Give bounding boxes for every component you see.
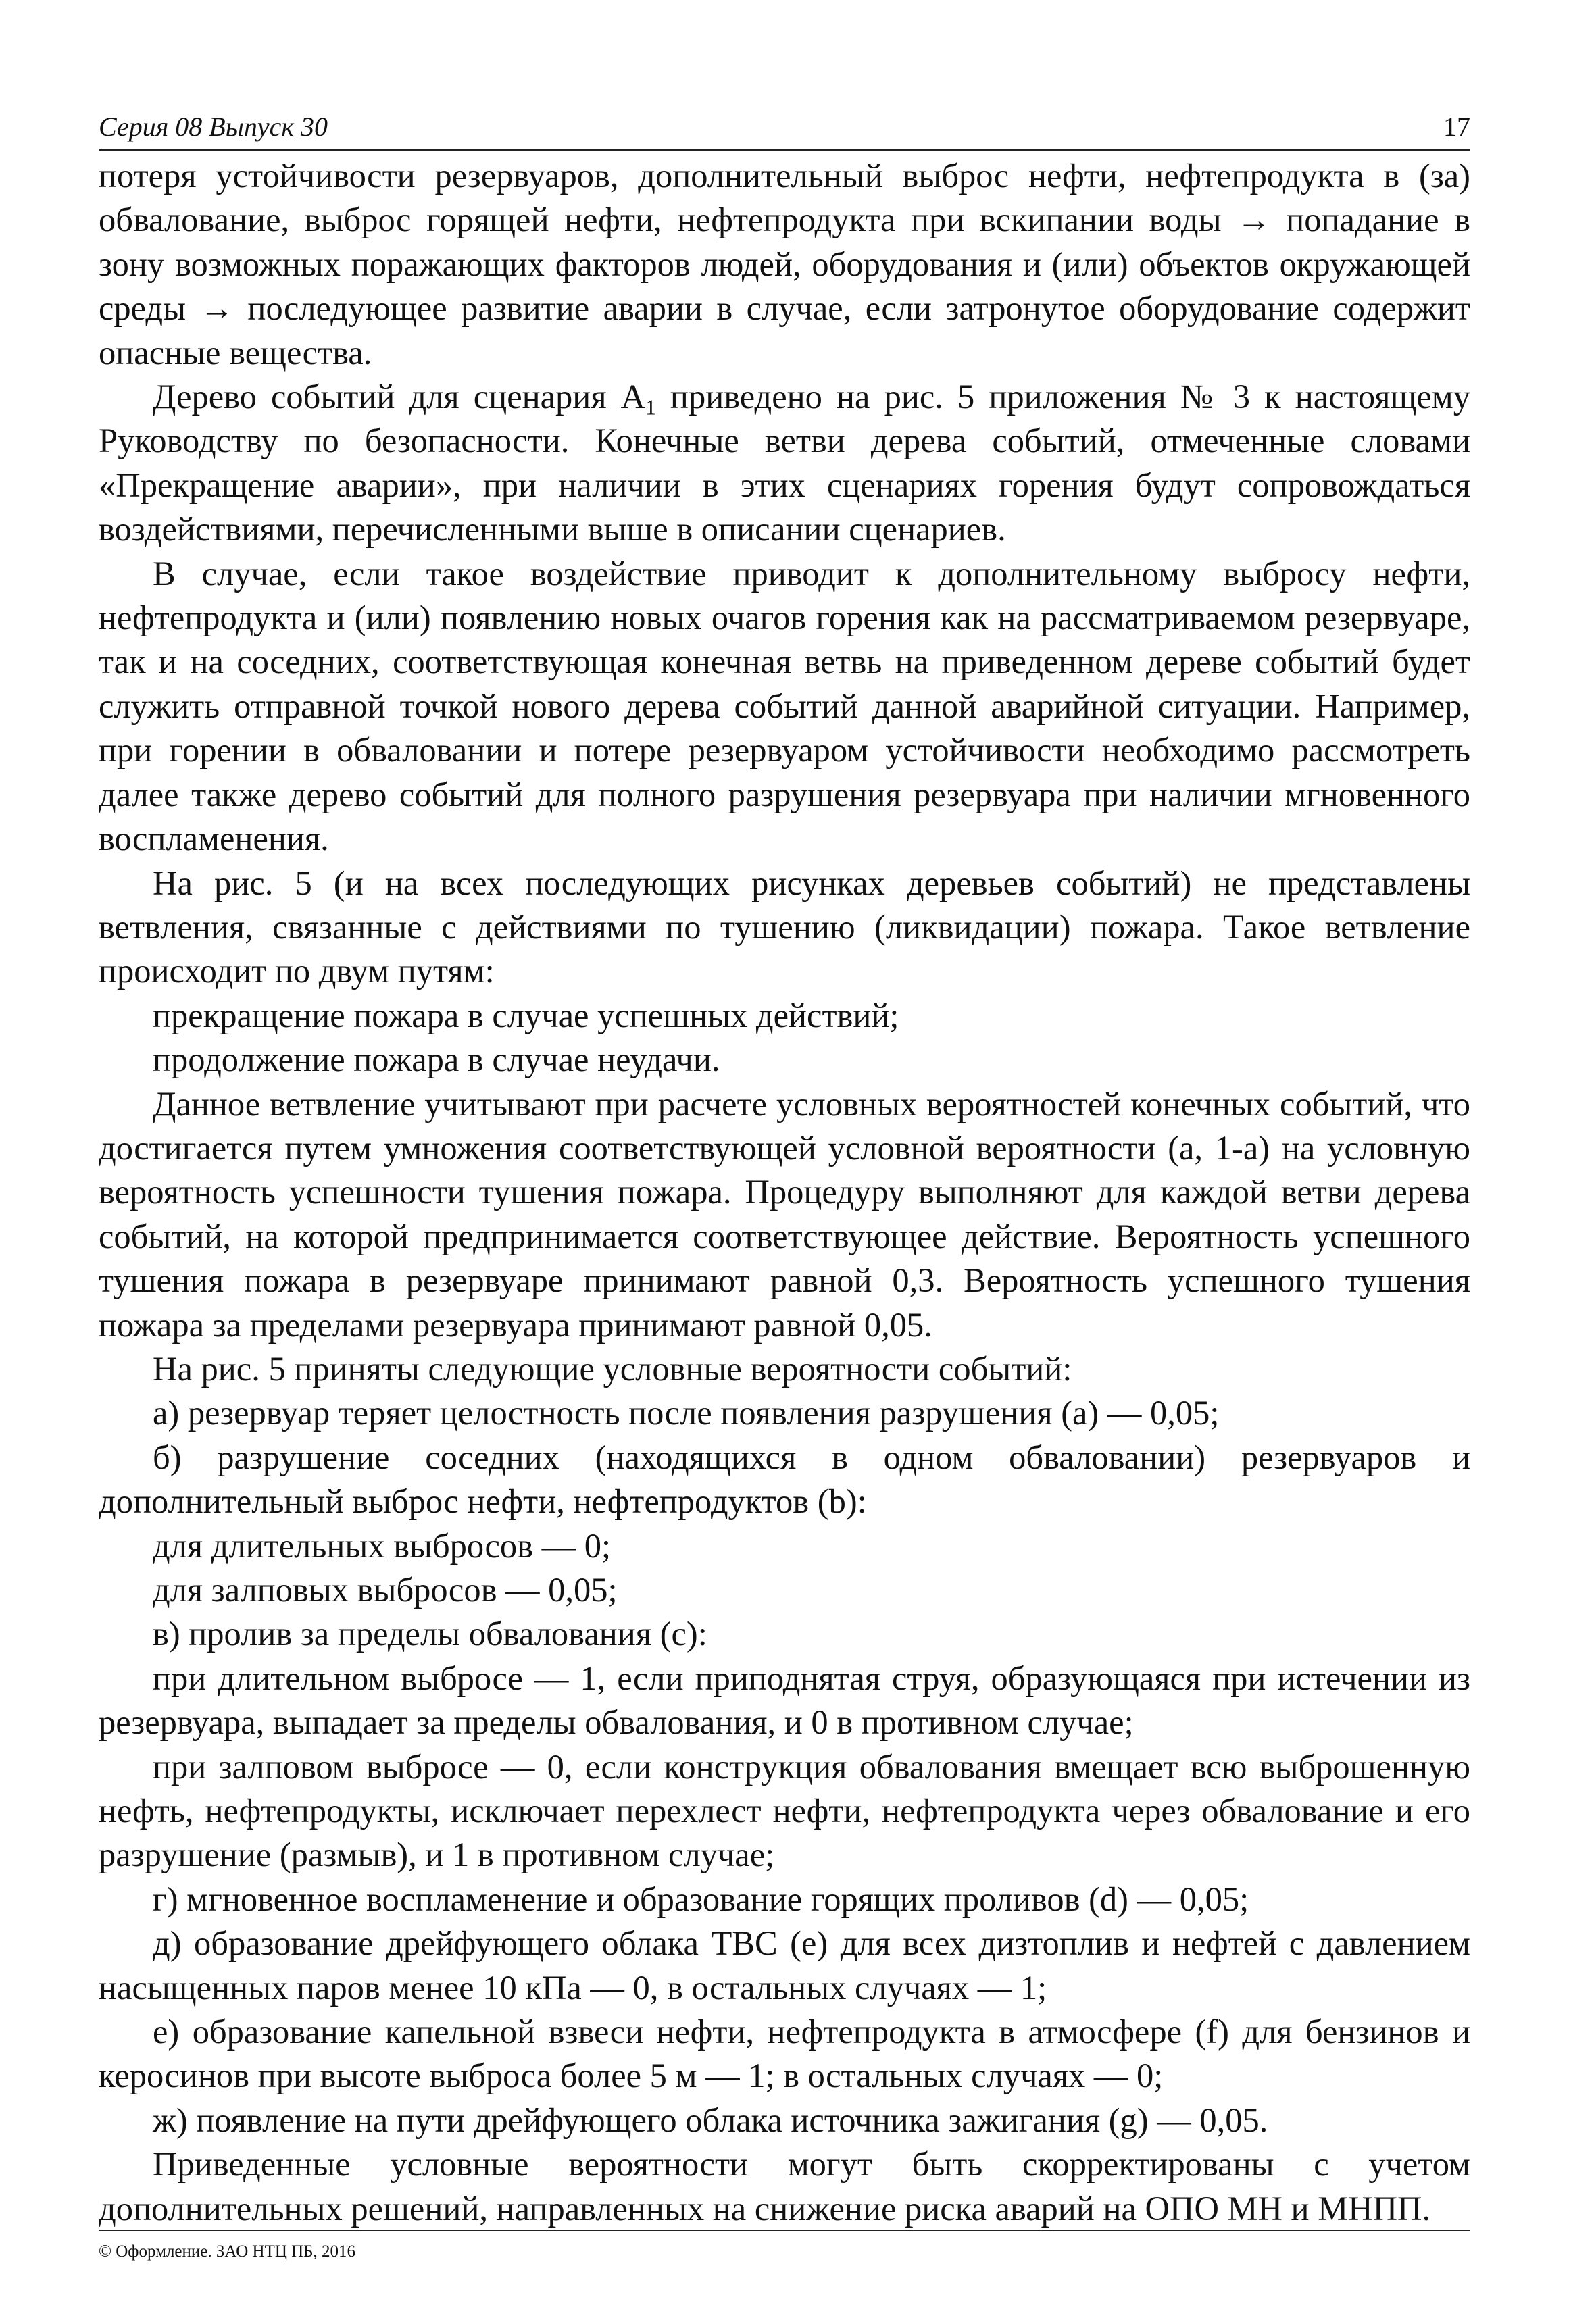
subscript: 1: [645, 395, 656, 420]
copyright-footer: © Оформление. ЗАО НТЦ ПБ, 2016: [99, 2242, 356, 2261]
paragraph: прекращение пожара в случае успешных действий;: [153, 996, 899, 1034]
paragraph: а) резервуар теряет целостность после появления разрушения (a) — 0,05;: [153, 1394, 1220, 1432]
header-rule: [99, 149, 1470, 151]
paragraph: в) пролив за пределы обвалования (c):: [153, 1615, 707, 1653]
page-header: [99, 108, 1470, 147]
paragraph: для залповых выбросов — 0,05;: [153, 1571, 618, 1609]
paragraph: ж) появление на пути дрейфующего облака источника зажигания (g) — 0,05.: [153, 2101, 1268, 2139]
body-text: [99, 154, 1470, 2231]
paragraph: при залповом выбросе — 0, если конструкция обвалования вмещает всю выброшенную нефть, нефтепродукты, исключает перехлест нефти, нефтепродукта через обвалование и его разрушение (размыв), и 1 в противном случае;: [99, 1747, 1470, 1874]
paragraph: [99, 375, 1470, 552]
paragraph-text: приведено на рис. 5 приложения № 3 к настоящему Руководству по безопасности. Конечные ветви дерева событий, отмеченные словами «Прекращение аварии», при наличии в этих сценариях горения будут сопровождаться воздействиями, перечисленными выше в описании сценариев.: [99, 378, 1470, 549]
paragraph: д) образование дрейфующего облака ТВС (e) для всех дизтоплив и нефтей с давлением насыщенных паров менее 10 кПа — 0, в остальных случаях — 1;: [99, 1924, 1470, 2007]
paragraph: Данное ветвление учитывают при расчете условных вероятностей конечных событий, что достигается путем умножения соответствующей условной вероятности (a, 1-a) на условную вероятность успешности тушения пожара. Процедуру выполняют для каждой ветви дерева событий, на которой предпринимается соответствующее действие. Вероятность успешного тушения пожара в резервуаре принимают равной 0,3. Вероятность успешного тушения пожара за пределами резервуара принимают равной 0,05.: [99, 1084, 1470, 1344]
paragraph: при длительном выбросе — 1, если приподнятая струя, образующаяся при истечении из резервуара, выпадает за пределы обвалования, и 0 в противном случае;: [99, 1659, 1470, 1742]
paragraph: е) образование капельной взвеси нефти, нефтепродукта в атмосфере (f) для бензинов и керосинов при высоте выброса более 5 м — 1; в остальных случаях — 0;: [99, 2013, 1470, 2095]
paragraph: для длительных выбросов — 0;: [153, 1526, 611, 1565]
paragraph: б) разрушение соседних (находящихся в одном обваловании) резервуаров и дополнительный выброс нефти, нефтепродуктов (b):: [99, 1438, 1470, 1521]
paragraph: На рис. 5 приняты следующие условные вероятности событий:: [153, 1349, 1072, 1388]
page-number: 17: [1443, 111, 1470, 142]
footer-rule: [99, 2230, 1470, 2231]
paragraph: потеря устойчивости резервуаров, дополнительный выброс нефти, нефтепродукта в (за) обвалование, выброс горящей нефти, нефтепродукта при вскипании воды → попадание в зону возможных поражающих факторов людей, оборудования и (или) объектов окружающей среды → последующее развитие аварии в случае, если затронутое оборудование содержит опасные вещества.: [99, 157, 1470, 372]
paragraph-text: Дерево событий для сценария А: [153, 378, 646, 416]
paragraph: Приведенные условные вероятности могут быть скорректированы с учетом дополнительных решений, направленных на снижение риска аварий на ОПО МН и МНПП.: [99, 2145, 1470, 2228]
paragraph: В случае, если такое воздействие приводит к дополнительному выбросу нефти, нефтепродукта и (или) появлению новых очагов горения как на рассматриваемом резервуаре, так и на соседних, соответствующая конечная ветвь на приведенном дереве событий будет служить отправной точкой нового дерева событий данной аварийной ситуации. Например, при горении в обваловании и потере резервуаром устойчивости необходимо рассмотреть далее также дерево событий для полного разрушения резервуара при наличии мгновенного воспламенения.: [99, 554, 1470, 858]
paragraph: продолжение пожара в случае неудачи.: [153, 1040, 720, 1079]
paragraph: На рис. 5 (и на всех последующих рисунках деревьев событий) не представлены ветвления, связанные с действиями по тушению (ликвидации) пожара. Такое ветвление происходит по двум путям:: [99, 863, 1470, 990]
paragraph: г) мгновенное воспламенение и образование горящих проливов (d) — 0,05;: [153, 1880, 1249, 1918]
series-label: Серия 08 Выпуск 30: [99, 111, 328, 142]
